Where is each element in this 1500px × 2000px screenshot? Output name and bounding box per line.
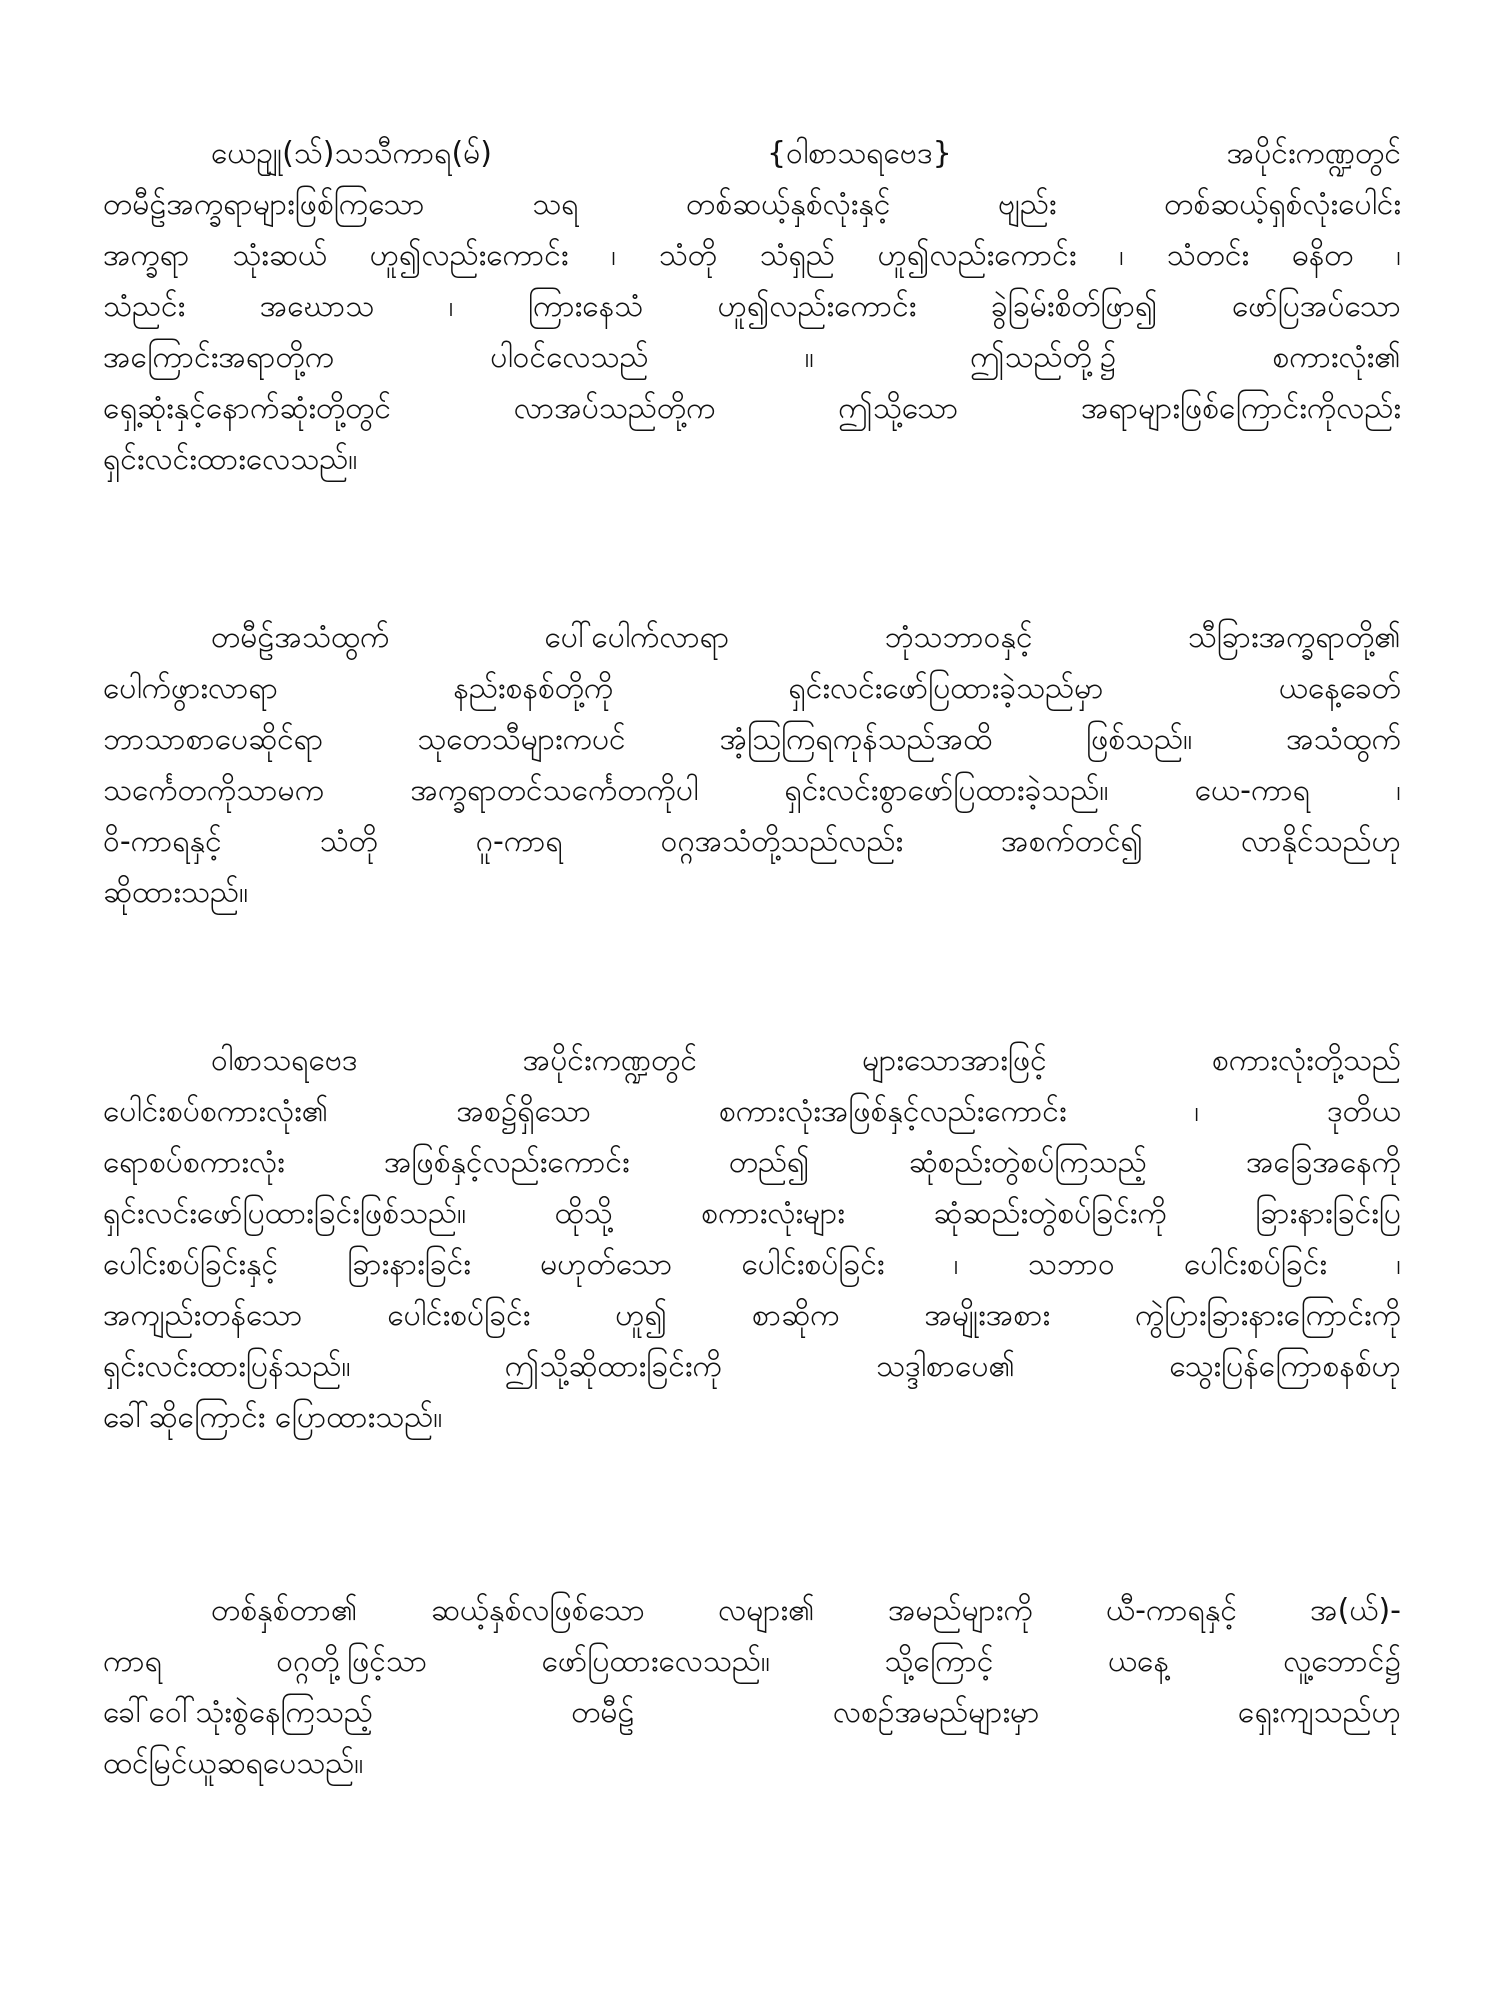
paragraph-3 [103,1035,1401,1443]
text-line: ဘာသာစာပေဆိုင်ရာ သုတေသီများကပင် အံ့သြကြရကုန်သည်အထိ ဖြစ်သည်။ အသံထွက် [103,722,1401,757]
text-line: အကျည်းတန်သော ပေါင်းစပ်ခြင်း ဟူ၍ စာဆိုက အမျိုးအစား ကွဲပြားခြားနားကြောင်းကို [103,1298,1401,1333]
text-line: ရှင်းလင်းထားလေသည်။ [103,442,358,477]
text-line: သံညင်း အဃောသ ၊ ကြားနေသံ ဟူ၍လည်းကောင်း ခွဲခြမ်းစိတ်ဖြာ၍ ဖော်ပြအပ်သော [103,289,1401,324]
paragraph-2 [103,612,1401,918]
text-line: သင်္ကေတကိုသာမက အက္ခရာတင်သင်္ကေတကိုပါ ရှင်းလင်းစွာဖော်ပြထားခဲ့သည်။ ယေ-ကာရ ၊ [103,773,1401,808]
text-line: ကာရ ဝဂ္ဂတို့ဖြင့်သာ ဖော်ပြထားလေသည်။ သို့ကြောင့် ယနေ့ လူ့ဘောင်၌ [103,1644,1401,1679]
text-line: တမီဠ်အသံထွက် ပေါ်ပေါက်လာရာ ဘုံသဘာဝနှင့် သီခြားအက္ခရာတို့၏ [211,620,1401,655]
paragraph-4 [103,1585,1401,1789]
text-line: ရှေ့ဆုံးနှင့်နောက်ဆုံးတို့တွင် လာအပ်သည်တို့က ဤသို့သော အရာများဖြစ်ကြောင်းကိုလည်း [103,391,1401,426]
text-line: ရှင်းလင်းထားပြန်သည်။ ဤသို့ဆိုထားခြင်းကို သဒ္ဒါစာပေ၏ သွေးပြန်ကြောစနစ်ဟု [103,1349,1401,1384]
text-line: ရှင်းလင်းဖော်ပြထားခြင်းဖြစ်သည်။ ထိုသို့ စကားလုံးများ ဆုံဆည်းတွဲစပ်ခြင်းကို ခြားနားခြင်းပြ [103,1196,1401,1231]
text-line: အက္ခရာ သုံးဆယ် ဟူ၍လည်းကောင်း ၊ သံတို သံရှည် ဟူ၍လည်းကောင်း ၊ သံတင်း ဓနိတ ၊ [103,238,1401,273]
text-line: ဆိုထားသည်။ [103,875,249,910]
text-line: ရောစပ်စကားလုံး အဖြစ်နှင့်လည်းကောင်း တည်၍ ဆုံစည်းတွဲစပ်ကြသည့် အခြေအနေကို [103,1145,1401,1180]
text-line: ဝိ-ကာရနှင့် သံတို ဂူ-ကာရ ဝဂ္ဂအသံတို့သည်လည်း အစက်တင်၍ လာနိုင်သည်ဟု [103,824,1401,859]
text-line: ပေါင်းစပ်ခြင်းနှင့် ခြားနားခြင်း မဟုတ်သော ပေါင်းစပ်ခြင်း ၊ သဘာဝ ပေါင်းစပ်ခြင်း ၊ [103,1247,1401,1282]
text-line: ပေါက်ဖွားလာရာ နည်းစနစ်တို့ကို ရှင်းလင်းဖော်ပြထားခဲ့သည်မှာ ယနေ့ခေတ် [103,671,1401,706]
text-line: တမီဠ်အက္ခရာများဖြစ်ကြသော သရ တစ်ဆယ့်နှစ်လုံးနှင့် ဗျည်း တစ်ဆယ့်ရှစ်လုံးပေါင်း [103,187,1401,222]
text-line: ထင်မြင်ယူဆရပေသည်။ [103,1746,364,1781]
text-line: ခေါ်ဆိုကြောင်း ပြောထားသည်။ [103,1400,443,1435]
text-line: အကြောင်းအရာတို့က ပါဝင်လေသည် ။ ဤသည်တို့၌ စကားလုံး၏ [103,340,1401,375]
text-line: ခေါ်ဝေါ်သုံးစွဲနေကြသည့် တမီဠ် လစဉ်အမည်များမှာ ရှေးကျသည်ဟု [103,1695,1401,1730]
text-line: တစ်နှစ်တာ၏ ဆယ့်နှစ်လဖြစ်သော လများ၏ အမည်များကို ယီ-ကာရနှင့် အ(ယ်)- [211,1593,1401,1628]
text-line: ပေါင်းစပ်စကားလုံး၏ အစ၌ရှိသော စကားလုံးအဖြစ်နှင့်လည်းကောင်း ၊ ဒုတိယ [103,1094,1401,1129]
paragraph-1 [103,128,1401,485]
text-line: ဝါစာသရဗေဒ အပိုင်းကဏ္ဍတွင် များသောအားဖြင့် စကားလုံးတို့သည် [211,1043,1401,1078]
text-line: ယေဥျု(သ်)သသီကာရ(မ်) {ဝါစာသရဗေဒ} အပိုင်းကဏ္ဍတွင် [211,136,1401,171]
